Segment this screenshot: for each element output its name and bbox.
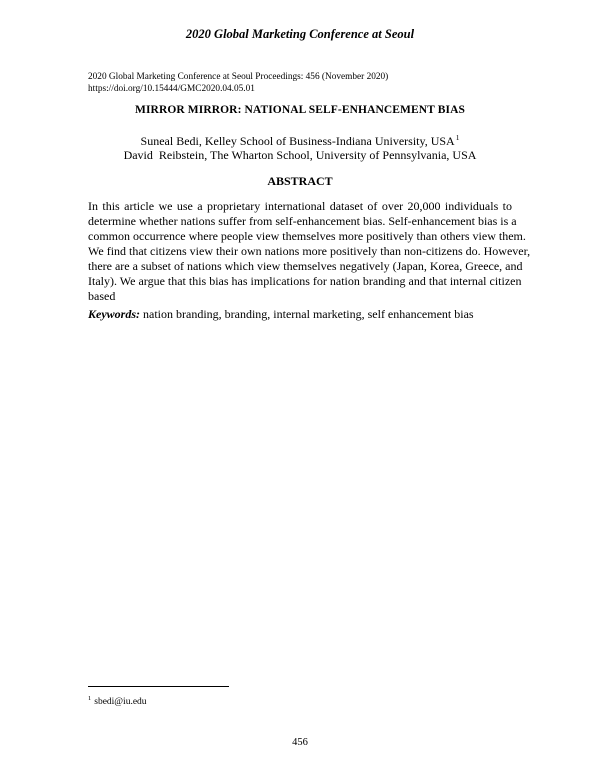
paper-title: MIRROR MIRROR: NATIONAL SELF-ENHANCEMENT BIAS bbox=[135, 104, 465, 116]
author-1-affiliation: Suneal Bedi, Kelley School of Business-Indiana University, USA bbox=[140, 134, 455, 148]
author-2-affiliation: David Reibstein, The Wharton School, University of Pennsylvania, USA bbox=[123, 148, 477, 162]
footnote bbox=[88, 695, 147, 707]
conference-header: 2020 Global Marketing Conference at Seoul bbox=[185, 27, 415, 41]
abstract-body bbox=[88, 199, 531, 304]
author-1 bbox=[0, 133, 600, 149]
author-2 bbox=[0, 148, 600, 163]
keywords-label: Keywords: bbox=[88, 307, 140, 321]
abstract-line: determine whether nations suffer from self-enhancement bias. Self-enhancement bias is a bbox=[88, 214, 517, 228]
abstract-line: there are a subset of nations which view themselves negatively (Japan, Korea, Greece, and bbox=[88, 259, 523, 273]
abstract-line: We find that citizens view their own nations more positively than non-citizens do. However, bbox=[88, 244, 531, 258]
abstract-line: based bbox=[88, 289, 116, 303]
page-number: 456 bbox=[292, 737, 308, 748]
keywords-text: nation branding, branding, internal marketing, self enhancement bias bbox=[140, 307, 474, 321]
abstract-line: Italy). We argue that this bias has implications for nation branding and that internal citizen bbox=[88, 274, 522, 288]
keywords bbox=[88, 307, 474, 322]
footnote-divider bbox=[88, 686, 229, 687]
footnote-email[interactable]: sbedi@iu.edu bbox=[94, 697, 147, 707]
abstract-heading: ABSTRACT bbox=[267, 174, 333, 188]
doi-link[interactable]: https://doi.org/10.15444/GMC2020.04.05.01 bbox=[88, 84, 255, 94]
author-1-footnote-mark: 1 bbox=[455, 133, 460, 142]
abstract-line: common occurrence where people view themselves more positively than others view them. bbox=[88, 229, 526, 243]
proceedings-citation: 2020 Global Marketing Conference at Seoul Proceedings: 456 (November 2020) bbox=[88, 72, 389, 82]
abstract-line: In this article we use a proprietary international dataset of over 20,000 individuals to bbox=[88, 199, 512, 213]
footnote-mark: 1 bbox=[88, 695, 92, 702]
